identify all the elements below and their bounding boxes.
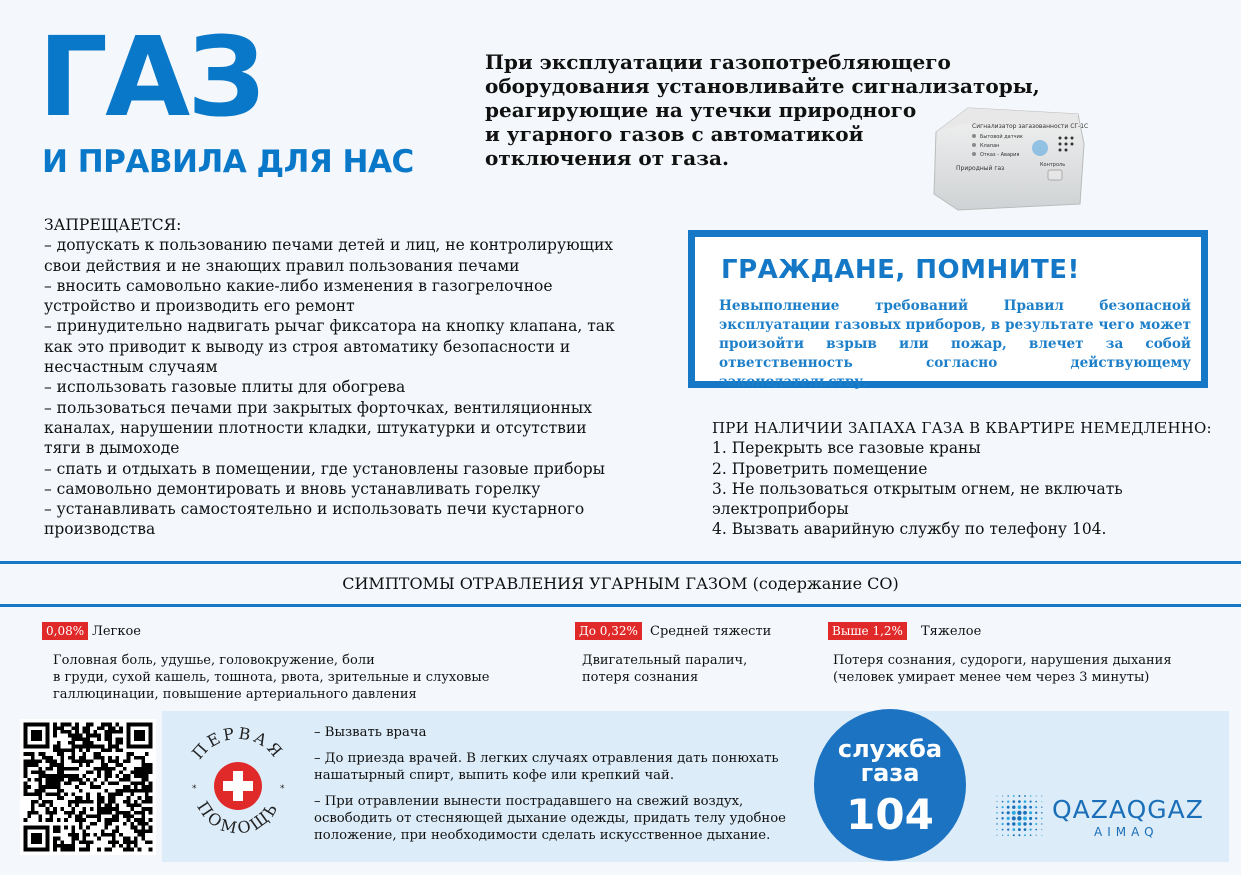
co-level-description	[582, 652, 802, 686]
co-level-badge: 0,08%	[42, 622, 88, 640]
description-line: Потеря сознания, судороги, нарушения дыхания	[833, 653, 1172, 668]
forbidden-line: – устанавливать самостоятельно и использовать печи кустарного	[44, 500, 585, 519]
description-line: Головная боль, удушье, головокружение, боли	[53, 653, 375, 668]
gas-smell-step: 2. Проветрить помещение	[712, 459, 928, 478]
qr-code-icon	[20, 719, 156, 855]
forbidden-line: ЗАПРЕЩАЕТСЯ:	[44, 216, 182, 234]
first-aid-emblem	[176, 719, 300, 853]
gas-smell-heading: ПРИ НАЛИЧИИ ЗАПАХА ГАЗА В КВАРТИРЕ НЕМЕДЛЕННО:	[712, 419, 1212, 437]
intro-line: отключения от газа.	[485, 146, 729, 170]
co-level-label: Легкое	[92, 624, 141, 639]
warning-title: ГРАЖДАНЕ, ПОМНИТЕ!	[721, 255, 1080, 285]
device-bottom-right: Контроль	[1040, 162, 1066, 168]
device-button	[1048, 170, 1062, 180]
page-subtitle: И ПРАВИЛА ДЛЯ НАС	[42, 144, 414, 180]
intro-line: реагирующие на утечки природного	[485, 98, 917, 122]
symptoms-band	[0, 561, 1241, 607]
qazaqgaz-logo-icon	[994, 793, 1044, 839]
device-bottom-left: Природный газ	[956, 165, 1005, 172]
gas-smell-step: 1. Перекрыть все газовые краны	[712, 439, 981, 458]
device-item: Отказ - Авария	[980, 152, 1020, 158]
gas-smell-instructions	[712, 418, 1222, 540]
co-level-badge: До 0,32%	[575, 622, 642, 640]
description-line: потеря сознания	[582, 670, 699, 685]
co-level-label: Тяжелое	[921, 624, 982, 639]
forbidden-line: – использовать газовые плиты для обогрева	[44, 378, 406, 397]
forbidden-line: тяги в дымоходе	[44, 439, 180, 458]
co-level-badge: Выше 1,2%	[828, 622, 907, 640]
forbidden-line: устройство и производить его ремонт	[44, 297, 355, 316]
forbidden-line: – вносить самовольно какие-либо изменения в газогрелочное	[44, 276, 553, 295]
gas-smell-step: 4. Вызвать аварийную службу по телефону 104.	[712, 520, 1107, 539]
forbidden-line: – принудительно надвигать рычаг фиксатора на кнопку клапана, так	[44, 317, 615, 336]
device-item: Бытовой датчик	[980, 134, 1023, 140]
first-aid-step: – До приезда врачей. В легких случаях отравления дать понюхать нашатырный спирт, выпить кофе или крепкий чай.	[314, 751, 779, 783]
description-line: Двигательный паралич,	[582, 653, 748, 668]
service-phone-number: 104	[846, 790, 934, 839]
description-line: (человек умирает менее чем через 3 минуты)	[833, 670, 1150, 685]
first-aid-label-top: ПЕРВАЯ	[188, 723, 288, 763]
forbidden-line: как это приводит к выводу из строя автоматику безопасности и	[44, 337, 571, 356]
device-logo-icon	[1032, 140, 1048, 156]
forbidden-line: свои действия и не знающих правил пользования печами	[44, 256, 520, 275]
first-aid-instructions	[314, 724, 814, 853]
forbidden-line: каналах, нарушении плотности кладки, штукатурки и отсутствии	[44, 418, 587, 437]
service-label-line1: служба	[837, 735, 943, 763]
symptoms-heading: СИМПТОМЫ ОТРАВЛЕНИЯ УГАРНЫМ ГАЗОМ (содержание CO)	[342, 574, 899, 593]
service-label-line2: газа	[860, 759, 920, 787]
forbidden-line: производства	[44, 520, 156, 539]
description-line: в груди, сухой кашель, тошнота, рвота, зрительные и слуховые	[53, 670, 490, 685]
emergency-service-badge	[814, 709, 966, 861]
forbidden-line: – спать и отдыхать в помещении, где установлены газовые приборы	[44, 459, 606, 478]
warning-box	[688, 230, 1208, 388]
co-level-label: Средней тяжести	[650, 624, 772, 639]
logo-subtitle: AIMAQ	[1094, 825, 1159, 839]
co-level-description	[53, 652, 553, 703]
first-aid-label-bottom: ПОМОЩЬ	[193, 797, 283, 838]
forbidden-line: – допускать к пользованию печами детей и лиц, не контролирующих	[44, 236, 614, 255]
page-title: ГАЗ	[38, 13, 263, 141]
first-aid-step: – При отравлении вынести пострадавшего на свежий воздух, освободить от стесняющей дыхание одежды, придать телу удобное положение, при необходимости сделать искусственное дыхание.	[314, 794, 786, 843]
description-line: галлюцинации, повышение артериального давления	[53, 687, 417, 702]
svg-text:*: *	[192, 784, 197, 794]
forbidden-list	[44, 215, 664, 540]
gas-smell-step: электроприборы	[712, 500, 849, 519]
intro-line: При эксплуатации газопотребляющего	[485, 50, 951, 74]
first-aid-step: – Вызвать врача	[314, 725, 427, 740]
svg-text:*: *	[280, 784, 285, 794]
co-level-description	[833, 652, 1213, 686]
warning-text: Невыполнение требований Правил безопасной эксплуатации газовых приборов, в результате чего может произойти взрыв или пожар, влечет за собой ответственность согласно действующему законодательству.	[719, 298, 1191, 390]
device-item: Клапан	[980, 143, 1000, 149]
forbidden-line: – пользоваться печами при закрытых форточках, вентиляционных	[44, 398, 593, 417]
forbidden-line: – самовольно демонтировать и вновь устанавливать горелку	[44, 479, 541, 498]
gas-detector-image	[928, 104, 1088, 212]
gas-smell-step: 3. Не пользоваться открытым огнем, не включать	[712, 479, 1123, 498]
logo-name: QAZAQGAZ	[1052, 795, 1204, 824]
intro-line: оборудования установливайте сигнализаторы,	[485, 74, 1040, 98]
forbidden-line: несчастным случаям	[44, 358, 218, 377]
intro-line: и угарного газов с автоматикой	[485, 122, 864, 146]
device-top-label: Сигнализатор загазованности СГ-1С	[972, 123, 1088, 130]
